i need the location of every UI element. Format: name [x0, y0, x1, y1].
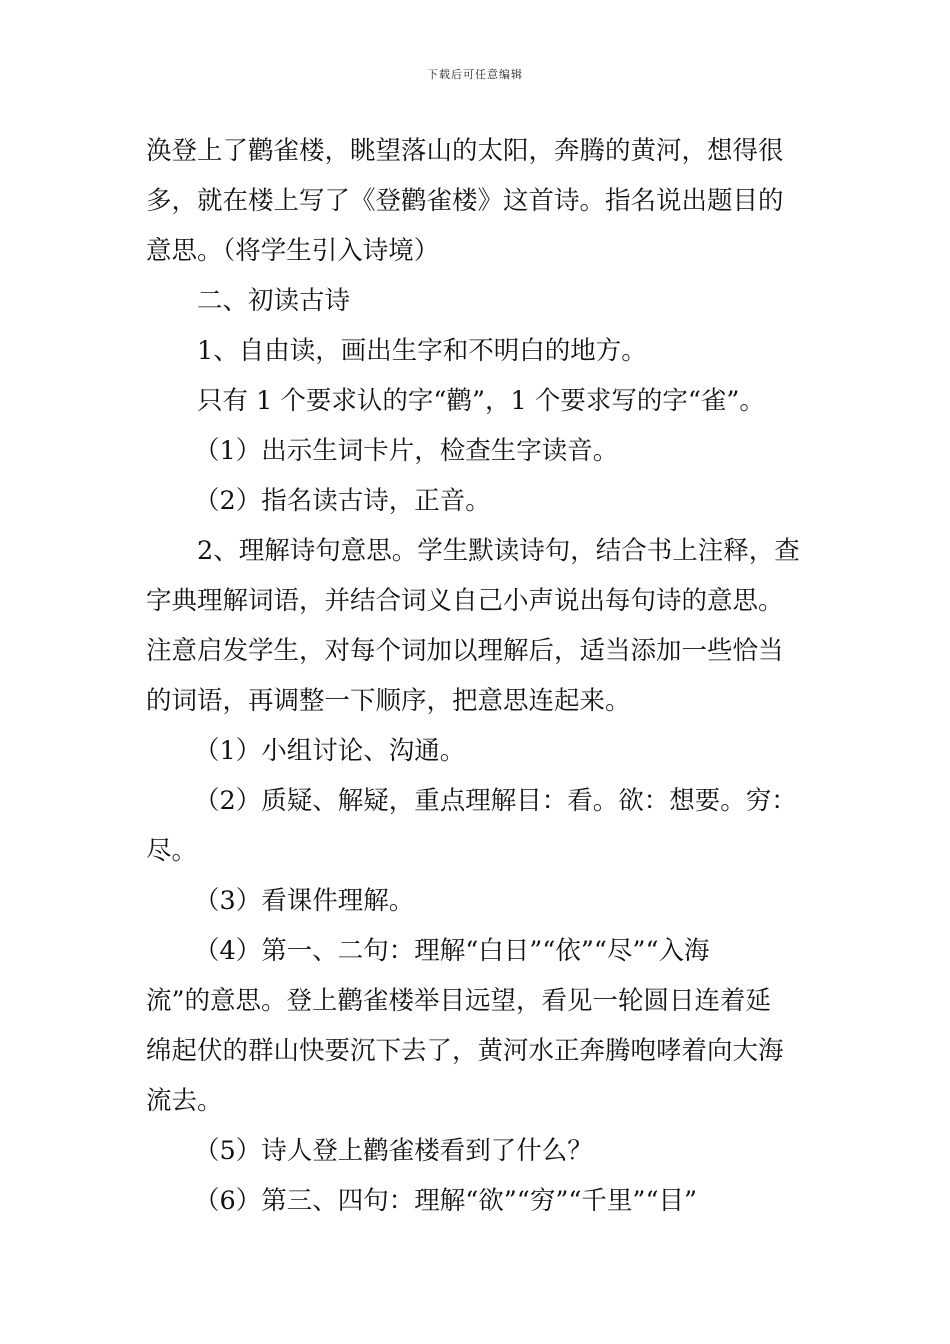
paragraph-line: 字典理解词语，并结合词义自己小声说出每句诗的意思。 [146, 586, 784, 616]
paragraph-line: 只有 1 个要求认的字“鹳”，1 个要求写的字“雀”。 [197, 386, 765, 416]
list-item: （5）诗人登上鹳雀楼看到了什么？ [194, 1136, 593, 1166]
document-body [146, 126, 810, 1226]
paragraph-line: 多，就在楼上写了《登鹳雀楼》这首诗。指名说出题目的 [146, 186, 784, 216]
paragraph-line: 的词语，再调整一下顺序，把意思连起来。 [146, 686, 631, 716]
paragraph-line: 2、理解诗句意思。学生默读诗句，结合书上注释，查 [197, 536, 800, 566]
paragraph-line: 意思。（将学生引入诗境） [146, 236, 440, 266]
list-item: （1）出示生词卡片，检查生字读音。 [194, 436, 619, 466]
paragraph-line: 注意启发学生，对每个词加以理解后，适当添加一些恰当 [146, 636, 784, 666]
list-item: （4）第一、二句：理解“白日”“依”“尽”“入海 [194, 936, 710, 966]
paragraph-line: 流去。 [146, 1086, 223, 1116]
paragraph-line: 尽。 [146, 836, 198, 866]
page-header: 下载后可任意编辑 [427, 68, 523, 81]
list-item: （2）质疑、解疑，重点理解目：看。欲：想要。穷： [194, 786, 797, 816]
paragraph-line: 涣登上了鹳雀楼，眺望落山的太阳，奔腾的黄河，想得很 [146, 136, 784, 166]
paragraph-line: 流”的意思。登上鹳雀楼举目远望，看见一轮圆日连着延 [146, 986, 772, 1016]
list-item: （1）小组讨论、沟通。 [194, 736, 466, 766]
section-heading: 二、初读古诗 [197, 286, 351, 316]
paragraph-line: 绵起伏的群山快要沉下去了，黄河水正奔腾咆哮着向大海 [146, 1036, 784, 1066]
list-item: （6）第三、四句：理解“欲”“穷”“千里”“目” [194, 1186, 698, 1216]
list-item: （2）指名读古诗，正音。 [194, 486, 491, 516]
paragraph-line: 1、自由读，画出生字和不明白的地方。 [197, 336, 647, 366]
list-item: （3）看课件理解。 [194, 886, 415, 916]
